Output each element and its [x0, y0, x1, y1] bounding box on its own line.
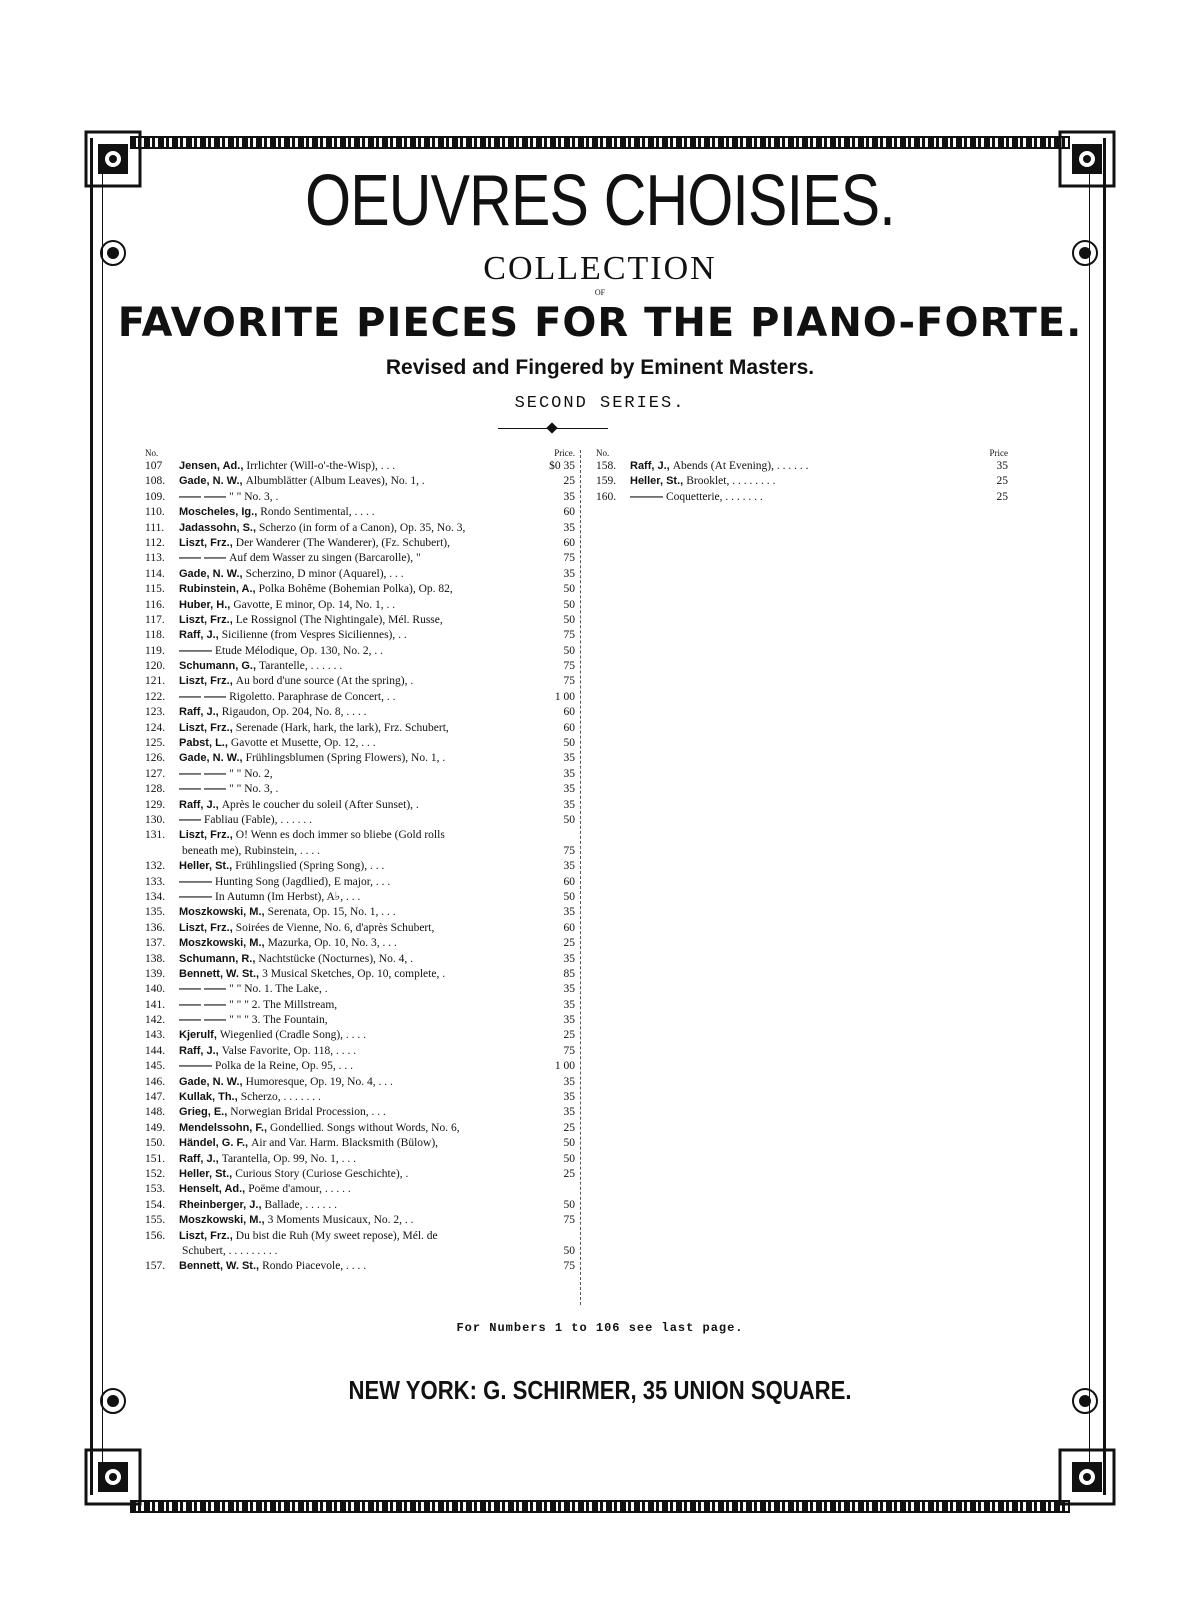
- item-number: 149.: [145, 1121, 166, 1134]
- collection-subtitle: COLLECTION: [483, 250, 717, 287]
- item-price: 50: [563, 1152, 575, 1165]
- piece-title: " " No. 1. The Lake, .: [229, 983, 328, 996]
- piece-title: Frühlingsblumen (Spring Flowers), No. 1, .: [245, 752, 446, 765]
- list-item: [145, 705, 575, 720]
- list-item: [145, 998, 575, 1013]
- item-price: 50: [563, 737, 575, 750]
- composer-name: —— ——: [179, 783, 227, 796]
- composer-name: Rubinstein, A.,: [179, 583, 256, 596]
- column-divider: [580, 450, 581, 1305]
- piece-title: Etude Mélodique, Op. 130, No. 2, . .: [215, 644, 384, 657]
- item-price: 60: [563, 506, 575, 519]
- composer-name: Liszt, Frz.,: [179, 536, 233, 549]
- item-price: 25: [563, 1167, 575, 1180]
- piece-title: Sicilienne (from Vespres Siciliennes), . .: [221, 629, 407, 642]
- item-price: 50: [563, 1198, 575, 1211]
- list-item: [145, 767, 575, 782]
- composer-name: Mendelssohn, F.,: [179, 1121, 268, 1134]
- item-number: 111.: [145, 521, 165, 534]
- item-price: 60: [563, 706, 575, 719]
- piece-title: Tarantelle, . . . . . .: [259, 660, 343, 673]
- list-item: [145, 890, 575, 905]
- composer-name: Rheinberger, J.,: [179, 1198, 262, 1211]
- item-number: 113.: [145, 552, 165, 565]
- corner-ornament-icon: [1056, 1446, 1118, 1508]
- piece-title: " " No. 2,: [229, 767, 273, 780]
- list-item: [145, 782, 575, 797]
- composer-name: Raff, J.,: [179, 1152, 219, 1165]
- piece-title: Der Wanderer (The Wanderer), (Fz. Schubert),: [235, 536, 450, 549]
- list-item: [145, 598, 575, 613]
- composer-name: Liszt, Frz.,: [179, 921, 233, 934]
- composer-name: Henselt, Ad.,: [179, 1183, 246, 1196]
- item-number: 128.: [145, 783, 166, 796]
- composer-name: Huber, H.,: [179, 598, 231, 611]
- item-number: 124.: [145, 721, 166, 734]
- item-price: 25: [996, 490, 1008, 503]
- item-price: 50: [563, 813, 575, 826]
- item-number: 144.: [145, 1044, 166, 1057]
- list-item: [145, 644, 575, 659]
- list-item: [145, 459, 575, 474]
- list-item: [145, 952, 575, 967]
- piece-title: Après le coucher du soleil (After Sunset), .: [221, 798, 419, 811]
- revised-line: Revised and Fingered by Eminent Masters.: [385, 356, 815, 379]
- item-price: $0 35: [549, 460, 575, 472]
- item-number: 160.: [596, 490, 617, 503]
- item-price: 50: [563, 583, 575, 596]
- composer-name: Gade, N. W.,: [179, 752, 243, 765]
- composer-name: —— ——: [179, 552, 227, 565]
- piece-title: " " No. 3, .: [229, 783, 279, 796]
- item-price: 25: [563, 1029, 575, 1042]
- top-border-band: [130, 136, 1070, 149]
- item-number: 132.: [145, 860, 166, 873]
- item-price: 35: [563, 1075, 575, 1088]
- piece-title: 3 Moments Musicaux, No. 2, . .: [267, 1214, 414, 1227]
- corner-ornament-icon: [82, 1446, 144, 1508]
- piece-title: Gavotte, E minor, Op. 14, No. 1, . .: [233, 598, 396, 611]
- list-item: [145, 536, 575, 551]
- item-price: 75: [563, 1044, 575, 1057]
- item-number: 138.: [145, 952, 166, 965]
- composer-name: Pabst, L.,: [179, 737, 228, 750]
- series-label: SECOND SERIES.: [514, 394, 686, 413]
- item-price: 75: [563, 629, 575, 642]
- item-number: 107: [145, 460, 163, 472]
- item-number: 145.: [145, 1060, 166, 1073]
- list-item: [145, 1259, 575, 1274]
- piece-title: Gondellied. Songs without Words, No. 6,: [270, 1121, 460, 1134]
- piece-title: Fabliau (Fable), . . . . . .: [204, 813, 312, 826]
- item-number: 133.: [145, 875, 166, 888]
- item-price: 25: [563, 475, 575, 488]
- composer-name: Jensen, Ad.,: [179, 460, 244, 472]
- item-number: 152.: [145, 1167, 166, 1180]
- item-number: 156.: [145, 1229, 166, 1242]
- piece-title: Nachtstücke (Nocturnes), No. 4, .: [258, 952, 413, 965]
- item-number: 158.: [596, 460, 617, 472]
- of-label: OF: [594, 288, 606, 297]
- composer-name: Liszt, Frz.,: [179, 675, 233, 688]
- item-number: 129.: [145, 798, 166, 811]
- composer-name: Raff, J.,: [179, 1044, 219, 1057]
- list-item: [145, 1182, 575, 1197]
- item-price: 50: [563, 644, 575, 657]
- list-item: [145, 1167, 575, 1182]
- item-number: 130.: [145, 813, 166, 826]
- item-number: 110.: [145, 506, 165, 519]
- composer-name: Liszt, Frz.,: [179, 721, 233, 734]
- item-price: 50: [563, 613, 575, 626]
- composer-name: Bennett, W. St.,: [179, 967, 260, 980]
- item-price: 35: [563, 983, 575, 996]
- item-price: 35: [563, 752, 575, 765]
- piece-title: Serenade (Hark, hark, the lark), Frz. Schubert,: [235, 721, 449, 734]
- piece-title: Norwegian Bridal Procession, . . .: [230, 1106, 386, 1119]
- item-number: 157.: [145, 1260, 166, 1273]
- no-header: No.: [596, 448, 610, 458]
- composer-name: Raff, J.,: [630, 460, 670, 472]
- piece-title: Polka de la Reine, Op. 95, . . .: [215, 1060, 353, 1073]
- item-price: 35: [563, 1106, 575, 1119]
- composer-name: Liszt, Frz.,: [179, 829, 233, 842]
- list-item: [145, 1028, 575, 1043]
- item-price: 35: [563, 490, 575, 503]
- item-number: 147.: [145, 1091, 166, 1104]
- piece-title: 3 Musical Sketches, Op. 10, complete, .: [262, 967, 446, 980]
- piece-title: Albumblätter (Album Leaves), No. 1, .: [245, 475, 425, 488]
- list-item: [145, 751, 575, 766]
- item-price: 75: [563, 844, 575, 857]
- item-price: 1 00: [554, 690, 575, 703]
- piece-title: Frühlingslied (Spring Song), . . .: [235, 860, 385, 873]
- piece-title: In Autumn (Im Herbst), A♭, . . .: [215, 890, 361, 903]
- list-item: [145, 1105, 575, 1120]
- item-number: 121.: [145, 675, 166, 688]
- list-item: [145, 1136, 575, 1151]
- piece-title: Auf dem Wasser zu singen (Barcarolle), ": [229, 552, 421, 565]
- item-number: 109.: [145, 490, 166, 503]
- item-number: 116.: [145, 598, 165, 611]
- piece-title: Rigoletto. Paraphrase de Concert, . .: [229, 690, 396, 703]
- list-item: [145, 859, 575, 874]
- list-item: [145, 844, 575, 859]
- composer-name: Kjerulf,: [179, 1029, 217, 1042]
- catalogue-list: [145, 459, 575, 1275]
- composer-name: Gade, N. W.,: [179, 475, 243, 488]
- no-header: No.: [145, 448, 159, 458]
- item-price: 35: [563, 767, 575, 780]
- list-item: [145, 1090, 575, 1105]
- composer-name: —— ——: [179, 767, 227, 780]
- piece-title: Tarantella, Op. 99, No. 1, . . .: [221, 1152, 357, 1165]
- price-header: Price: [989, 448, 1008, 458]
- list-item: [145, 982, 575, 997]
- list-item: [145, 721, 575, 736]
- catalogue-list: [596, 459, 1008, 505]
- list-item: [145, 967, 575, 982]
- composer-name: Moscheles, Ig.,: [179, 506, 258, 519]
- item-price: 1 00: [554, 1060, 575, 1073]
- composer-name: Bennett, W. St.,: [179, 1260, 260, 1273]
- list-item: [145, 613, 575, 628]
- item-number: 131.: [145, 829, 166, 842]
- item-price: 50: [563, 890, 575, 903]
- item-price: 35: [563, 1014, 575, 1027]
- item-price: 75: [563, 675, 575, 688]
- piece-title: Serenata, Op. 15, No. 1, . . .: [267, 906, 396, 919]
- item-number: 120.: [145, 660, 166, 673]
- item-number: 159.: [596, 475, 617, 488]
- piece-title: Curious Story (Curiose Geschichte), .: [235, 1167, 409, 1180]
- footnote: For Numbers 1 to 106 see last page.: [456, 1321, 744, 1335]
- composer-name: ——: [179, 813, 201, 826]
- piece-title: Air and Var. Harm. Blacksmith (Bülow),: [251, 1137, 439, 1150]
- piece-title: Irrlichter (Will-o'-the-Wisp), . . .: [246, 460, 396, 472]
- item-number: 137.: [145, 937, 166, 950]
- composer-name: ———: [179, 644, 212, 657]
- item-price: 35: [563, 952, 575, 965]
- item-price: 35: [563, 998, 575, 1011]
- piece-title: Scherzo, . . . . . . .: [240, 1091, 321, 1104]
- item-price: 75: [563, 552, 575, 565]
- piece-title: Polka Bohême (Bohemian Polka), Op. 82,: [258, 583, 453, 596]
- item-price: 25: [996, 475, 1008, 488]
- item-number: 151.: [145, 1152, 166, 1165]
- list-item: [145, 582, 575, 597]
- item-number: 122.: [145, 690, 166, 703]
- composer-name: Raff, J.,: [179, 798, 219, 811]
- piece-title: O! Wenn es doch immer so bliebe (Gold rolls: [235, 829, 445, 842]
- item-number: 146.: [145, 1075, 166, 1088]
- composer-name: Moszkowski, M.,: [179, 937, 265, 950]
- item-price: 50: [563, 1137, 575, 1150]
- composer-name: Schumann, R.,: [179, 952, 256, 965]
- composer-name: —— ——: [179, 1014, 227, 1027]
- item-number: 141.: [145, 998, 166, 1011]
- list-item: [145, 490, 575, 505]
- composer-name: Schumann, G.,: [179, 660, 257, 673]
- piece-title: beneath me), Rubinstein, . . . .: [182, 844, 320, 857]
- price-header: Price.: [554, 448, 575, 458]
- composer-name: ———: [630, 490, 663, 503]
- bottom-border-band: [130, 1500, 1070, 1513]
- piece-title: Rondo Piacevole, . . . .: [262, 1260, 367, 1273]
- item-price: 60: [563, 536, 575, 549]
- piece-title: Scherzino, D minor (Aquarel), . . .: [245, 567, 404, 580]
- piece-title: Ballade, . . . . . .: [264, 1198, 338, 1211]
- item-number: 115.: [145, 583, 165, 596]
- piece-title: Du bist die Ruh (My sweet repose), Mél. de: [235, 1229, 438, 1242]
- list-item: [145, 674, 575, 689]
- item-price: 60: [563, 875, 575, 888]
- item-price: 35: [563, 860, 575, 873]
- item-number: 143.: [145, 1029, 166, 1042]
- headline: FAVORITE PIECES FOR THE PIANO-FORTE.: [117, 300, 1083, 346]
- item-number: 126.: [145, 752, 166, 765]
- item-price: 35: [563, 1091, 575, 1104]
- piece-title: Rondo Sentimental, . . . .: [260, 506, 375, 519]
- composer-name: Gade, N. W.,: [179, 1075, 243, 1088]
- piece-title: Coquetterie, . . . . . . .: [666, 490, 763, 503]
- list-item: [145, 813, 575, 828]
- composer-name: Grieg, E.,: [179, 1106, 228, 1119]
- composer-name: Jadassohn, S.,: [179, 521, 257, 534]
- list-item: [145, 1059, 575, 1074]
- list-item: [145, 1244, 575, 1259]
- composer-name: ———: [179, 875, 212, 888]
- composer-name: Moszkowski, M.,: [179, 906, 265, 919]
- list-item: [145, 936, 575, 951]
- list-item: [145, 521, 575, 536]
- piece-title: Poëme d'amour, . . . . .: [248, 1183, 351, 1196]
- list-item: [596, 474, 1008, 489]
- composer-name: Heller, St.,: [630, 475, 684, 488]
- composer-name: Heller, St.,: [179, 860, 233, 873]
- list-item: [145, 905, 575, 920]
- list-item: [145, 474, 575, 489]
- item-number: 127.: [145, 767, 166, 780]
- composer-name: Moszkowski, M.,: [179, 1214, 265, 1227]
- item-number: 114.: [145, 567, 165, 580]
- composer-name: ———: [179, 890, 212, 903]
- composer-name: —— ——: [179, 690, 227, 703]
- composer-name: ———: [179, 1060, 212, 1073]
- item-number: 155.: [145, 1214, 166, 1227]
- item-number: 119.: [145, 644, 165, 657]
- item-number: 112.: [145, 536, 165, 549]
- item-price: 50: [563, 598, 575, 611]
- list-item: [145, 1198, 575, 1213]
- item-number: 136.: [145, 921, 166, 934]
- list-item: [145, 505, 575, 520]
- list-item: [145, 921, 575, 936]
- piece-title: Brooklet, . . . . . . . .: [686, 475, 776, 488]
- piece-title: " " " 2. The Millstream,: [229, 998, 338, 1011]
- list-item: [145, 551, 575, 566]
- list-item: [145, 659, 575, 674]
- composer-name: Raff, J.,: [179, 706, 219, 719]
- composer-name: —— ——: [179, 998, 227, 1011]
- list-item: [145, 798, 575, 813]
- piece-title: Hunting Song (Jagdlied), E major, . . .: [215, 875, 391, 888]
- list-item: [145, 736, 575, 751]
- list-item: [145, 1044, 575, 1059]
- item-number: 134.: [145, 890, 166, 903]
- column-header: [596, 446, 1008, 459]
- piece-title: Humoresque, Op. 19, No. 4, . . .: [245, 1075, 393, 1088]
- composer-name: Gade, N. W.,: [179, 567, 243, 580]
- list-item: [145, 567, 575, 582]
- item-price: 35: [563, 521, 575, 534]
- piece-title: " " No. 3, .: [229, 490, 279, 503]
- list-item: [145, 1229, 575, 1244]
- item-number: 135.: [145, 906, 166, 919]
- composer-name: Händel, G. F.,: [179, 1137, 249, 1150]
- composer-name: Liszt, Frz.,: [179, 1229, 233, 1242]
- list-item: [145, 1213, 575, 1228]
- piece-title: Abends (At Evening), . . . . . .: [672, 460, 809, 472]
- piece-title: Le Rossignol (The Nightingale), Mél. Russe,: [235, 613, 443, 626]
- piece-title: Wiegenlied (Cradle Song), . . . .: [219, 1029, 367, 1042]
- composer-name: Liszt, Frz.,: [179, 613, 233, 626]
- item-price: 75: [563, 1214, 575, 1227]
- list-item: [145, 1152, 575, 1167]
- piece-title: Rigaudon, Op. 204, No. 8, . . . .: [221, 706, 367, 719]
- item-price: 35: [563, 798, 575, 811]
- item-price: 35: [563, 783, 575, 796]
- item-number: 150.: [145, 1137, 166, 1150]
- item-price: 35: [563, 906, 575, 919]
- item-number: 142.: [145, 1014, 166, 1027]
- item-price: 75: [563, 660, 575, 673]
- item-price: 75: [563, 1260, 575, 1273]
- list-item: [145, 690, 575, 705]
- list-item: [145, 628, 575, 643]
- item-number: 123.: [145, 706, 166, 719]
- item-price: 25: [563, 937, 575, 950]
- piece-title: Schubert, . . . . . . . . .: [182, 1244, 278, 1257]
- piece-title: " " " 3. The Fountain,: [229, 1014, 328, 1027]
- composer-name: Heller, St.,: [179, 1167, 233, 1180]
- list-item: [145, 875, 575, 890]
- item-number: 139.: [145, 967, 166, 980]
- list-item: [145, 1075, 575, 1090]
- piece-title: Gavotte et Musette, Op. 12, . . .: [230, 737, 376, 750]
- composer-name: —— ——: [179, 983, 227, 996]
- piece-title: Soirées de Vienne, No. 6, d'après Schubert,: [235, 921, 435, 934]
- piece-title: Valse Favorite, Op. 118, . . . .: [221, 1044, 357, 1057]
- item-number: 140.: [145, 983, 166, 996]
- catalogue-right-column: [596, 446, 1008, 505]
- item-number: 154.: [145, 1198, 166, 1211]
- catalogue-left-column: [145, 446, 575, 1275]
- item-price: 50: [563, 1244, 575, 1257]
- piece-title: Mazurka, Op. 10, No. 3, . . .: [267, 937, 397, 950]
- item-number: 117.: [145, 613, 165, 626]
- piece-title: Au bord d'une source (At the spring), .: [235, 675, 414, 688]
- item-number: 153.: [145, 1183, 166, 1196]
- item-price: 35: [563, 567, 575, 580]
- list-item: [596, 459, 1008, 474]
- piece-title: Scherzo (in form of a Canon), Op. 35, No. 3,: [259, 521, 466, 534]
- item-number: 118.: [145, 629, 165, 642]
- item-price: 60: [563, 721, 575, 734]
- composer-name: —— ——: [179, 490, 227, 503]
- item-price: 35: [996, 460, 1008, 472]
- composer-name: Raff, J.,: [179, 629, 219, 642]
- item-number: 148.: [145, 1106, 166, 1119]
- item-price: 85: [563, 967, 575, 980]
- list-item: [145, 1013, 575, 1028]
- publisher-imprint: NEW YORK: G. SCHIRMER, 35 UNION SQUARE.: [348, 1375, 852, 1405]
- item-price: 60: [563, 921, 575, 934]
- list-item: [145, 828, 575, 843]
- item-number: 125.: [145, 737, 166, 750]
- item-price: 25: [563, 1121, 575, 1134]
- column-header: [145, 446, 575, 459]
- list-item: [596, 490, 1008, 505]
- list-item: [145, 1121, 575, 1136]
- composer-name: Kullak, Th.,: [179, 1091, 238, 1104]
- item-number: 108.: [145, 475, 166, 488]
- page-title: OEUVRES CHOISIES.: [305, 161, 895, 241]
